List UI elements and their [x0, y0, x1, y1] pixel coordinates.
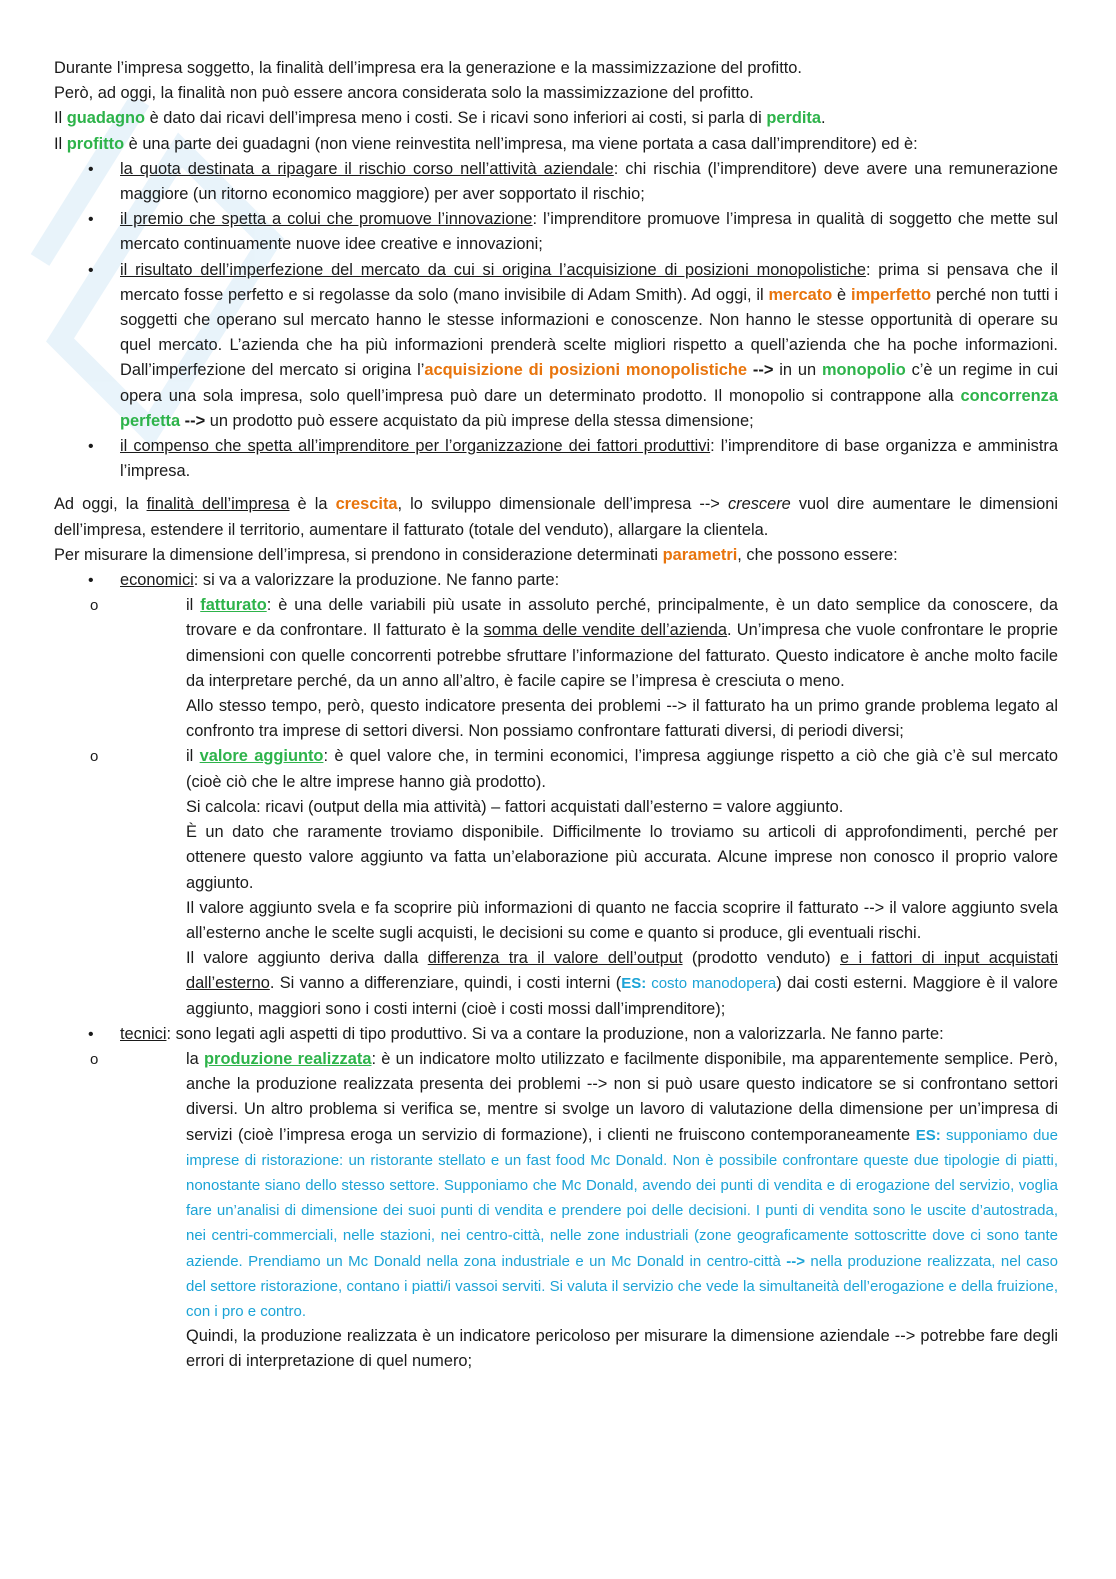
list-item: • il compenso che spetta all’imprenditore per l’organizzazione dei fattori produttivi: l’imprenditore di base organizza e amministra l’impresa. [54, 434, 1058, 484]
growth-paragraph: Ad oggi, la finalità dell’impresa è la crescita, lo sviluppo dimensionale dell’impresa --> crescere vuol dire aumentare le dimensioni dell’impresa, estendere il territorio, aumentare il fatturato (totale del venduto), allargare la clientela. [54, 495, 1059, 539]
example-text: supponiamo due imprese di ristorazione: un ristorante stellato e un fast food Mc Donald. Non è possibile confrontare queste due tipologie di piatti, nonostante siano dello stesso settore. Supponiamo che Mc Donald, avendo dei punti di vendita e di erogazione del servizio, voglia fare un’analisi di dimensione dei suoi punti di vendita e prendere poi delle decisioni. I punti di vendita sono le uscite d’autostrada, nei centri-commerciali, nelle stazioni, nei centro-città, nelle zone industriali (zone geograficamente sottoscritte dove ci sono tante aziende. Prendiamo un Mc Donald nella zona industriale e un Mc Donald in centro-città [186, 1126, 1058, 1270]
produzione-paragraph-2: Quindi, la produzione realizzata è un indicatore pericoloso per misurare la dimensione aziendale --> potrebbe fare degli errori di interpretazione di quel numero; [186, 1327, 1058, 1371]
intro-line-1: Durante l’impresa soggetto, la finalità dell’impresa era la generazione e la massimizzazione del profitto. [54, 59, 802, 77]
list-item-tecnici: • tecnici: sono legati agli aspetti di tipo produttivo. Si va a contare la produzione, non a valorizzarla. Ne fanno parte: o la produzione realizzata: è un indicatore molto utilizzato e facilmente disponibile, ma apparentemente semplice. Però, anche la produzione realizzata presenta dei problemi --> non si può usare questo indicatore se si confrontano settori diversi. Un altro problema si verifica se, mentre si svolge un lavoro di valutazione della dimensione per un’impresa di servizi (cioè l’impresa eroga un servizio di formazione), i clienti ne fruiscono contemporaneamente ES: supponiamo due imprese di ristorazione: un ristorante stellato e un fast food Mc Donald. Non è possibile confrontare queste due tipologie di piatti, nonostante siano dello stesso settore. Supponiamo che Mc Donald, avendo dei punti di vendita e di erogazione del servizio, voglia fare un’analisi di dimensione dei suoi punti di vendita e prendere poi delle decisioni. I punti di vendita sono le uscite d’autostrada, nei centri-commerciali, nelle stazioni, nei centro-città, nelle zone industriali (zone geograficamente sottoscritte dove ci sono tante aziende. Prendiamo un Mc Donald nella zona industriale e un Mc Donald in centro-città --> nella produzione realizzata, nel caso del settore ristorazione, contano i piatti/i vassoi serviti. Si valuta il servizio che vede la simultaneità dell’erogazione e della fruizione, con i pro e contro. Quindi, la produzione realizzata è un indicatore pericoloso per misurare la dimensione aziendale --> potrebbe fare degli errori di interpretazione di quel numero; [54, 1022, 1058, 1375]
keyword-parametri: parametri [662, 545, 738, 564]
intro-line-3: Il guadagno è dato dai ricavi dell’impresa meno i costi. Se i ricavi sono inferiori ai costi, si parla di perdita. [54, 109, 826, 128]
keyword-guadagno: guadagno [66, 109, 146, 128]
list-item: • il premio che spetta a colui che promuove l’innovazione: l’imprenditore promuove l’impresa in qualità di soggetto che mette sul mercato continuamente nuove idee creative e innovazioni; [54, 207, 1058, 257]
list-item-fatturato: o il fatturato: è una delle variabili più usate in assoluto perché, principalmente, è un dato semplice da conoscere, da trovare e da confrontare. Il fatturato è la somma delle vendite dell’azienda. Un’impresa che vuole confrontare le proprie dimensioni con quelle concorrenti potrebbe sfruttare l’informazione del fatturato. Questo indicatore è anche molto facile da interpretare perché, da un anno all’altro, è facile capire se l’impresa è cresciuta o meno. Allo stesso tempo, però, questo indicatore presenta dei problemi --> il fatturato ha un primo grande problema legato al confronto tra imprese di settori diversi. Non possiamo confrontare fatturati diversi, di periodi diversi; [54, 593, 1058, 744]
list-item-valore-aggiunto: o il valore aggiunto: è quel valore che, in termini economici, l’impresa aggiunge rispetto a ciò che già c’è sul mercato (cioè ciò che le altre imprese hanno già prodotto). Si calcola: ricavi (output della mia attività) – fattori acquistati dall’esterno = valore aggiunto. È un dato che raramente troviamo disponibile. Difficilmente lo troviamo su articoli di approfondimenti, perché per ottenere questo valore aggiunto va fatta un’elaborazione più accurata. Alcune imprese non conosco il proprio valore aggiunto. Il valore aggiunto svela e fa scoprire più informazioni di quanto ne faccia scoprire il fatturato --> il valore aggiunto svela all’esterno anche le scelte sugli acquisti, le decisioni su come e quanto si produce, gli eventuali rischi. Il valore aggiunto deriva dalla differenza tra il valore dell’output (prodotto venduto) e i fattori di input acquistati dall’esterno. Si vanno a differenziare, quindi, i costi interni (ES: costo manodopera) dai costi esterni. Maggiore è il valore aggiunto, maggiori sono i costi interni (cioè i costi mossi dall’imprenditore); [54, 744, 1058, 1021]
keyword-profitto: profitto [66, 134, 125, 153]
list-item-produzione: o la produzione realizzata: è un indicatore molto utilizzato e facilmente disponibile, ma apparentemente semplice. Però, anche la produzione realizzata presenta dei problemi --> non si può usare questo indicatore se si confrontano settori diversi. Un altro problema si verifica se, mentre si svolge un lavoro di valutazione della dimensione per un’impresa di servizi (cioè l’impresa eroga un servizio di formazione), i clienti ne fruiscono contemporaneamente ES: supponiamo due imprese di ristorazione: un ristorante stellato e un fast food Mc Donald. Non è possibile confrontare queste due tipologie di piatti, nonostante siano dello stesso settore. Supponiamo che Mc Donald, avendo dei punti di vendita e di erogazione del servizio, voglia fare un’analisi di dimensione dei suoi punti di vendita e prendere poi delle decisioni. I punti di vendita sono le uscite d’autostrada, nei centri-commerciali, nelle stazioni, nei centro-città, nelle zone industriali (zone geograficamente sottoscritte dove ci sono tante aziende. Prendiamo un Mc Donald nella zona industriale e un Mc Donald in centro-città --> nella produzione realizzata, nel caso del settore ristorazione, contano i piatti/i vassoi serviti. Si valuta il servizio che vede la simultaneità dell’erogazione e della fruizione, con i pro e contro. Quindi, la produzione realizzata è un indicatore pericoloso per misurare la dimensione aziendale --> potrebbe fare degli errori di interpretazione di quel numero; [54, 1047, 1058, 1375]
profit-list [54, 157, 1058, 485]
valore-paragraph-2: Si calcola: ricavi (output della mia attività) – fattori acquistati dall’esterno = valore aggiunto. [186, 797, 844, 816]
list-item: • la quota destinata a ripagare il rischio corso nell’attività aziendale: chi rischia (l’imprenditore) deve avere una remunerazione maggiore (un ritorno economico maggiore) per aver sopportato il rischio; [54, 157, 1058, 207]
list-item: • il risultato dell’imperfezione del mercato da cui si origina l’acquisizione di posizioni monopolistiche: prima si pensava che il mercato fosse perfetto e si regolasse da solo (mano invisibile di Adam Smith). Ad oggi, il mercato è imperfetto perché non tutti i soggetti che operano sul mercato hanno le stesse informazioni e conoscenze. Non hanno le stesse opportunità di operare su quel mercato. L’azienda che ha più informazioni prenderà scelte migliori rispetto a quell’azienda che ha poche informazioni. Dall’imperfezione del mercato si origina l’acquisizione di posizioni monopolistiche --> in un monopolio c’è un regime in cui opera una sola impresa, solo quell’impresa può dare un determinato prodotto. Il monopolio si contrappone alla concorrenza perfetta --> un prodotto può essere acquistato da più imprese della stessa dimensione; [54, 258, 1058, 434]
measure-paragraph: Per misurare la dimensione dell’impresa, si prendono in considerazione determinati parametri, che possono essere: [54, 545, 898, 564]
intro-line-4: Il profitto è una parte dei guadagni (non viene reinvestita nell’impresa, ma viene portata a casa dall’imprenditore) ed è: [54, 134, 918, 153]
technical-sublist [54, 1047, 1058, 1375]
valore-paragraph-4: Il valore aggiunto svela e fa scoprire più informazioni di quanto ne faccia scoprire il fatturato --> il valore aggiunto svela all’esterno anche le scelte sugli acquisti, le decisioni su come e quanto si produce, gli eventuali rischi. [186, 898, 1058, 942]
economic-sublist [54, 593, 1058, 1021]
intro-line-2: Però, ad oggi, la finalità non può essere ancora considerata solo la massimizzazione del profitto. [54, 84, 754, 103]
valore-paragraph-5: Il valore aggiunto deriva dalla differenza tra il valore dell’output (prodotto venduto) e i fattori di input acquistati dall’esterno. Si vanno a differenziare, quindi, i costi interni (ES: costo manodopera) dai costi esterni. Maggiore è il valore aggiunto, maggiori sono i costi interni (cioè i costi mossi dall’imprenditore); [186, 949, 1058, 1018]
fatturato-paragraph-2: Allo stesso tempo, però, questo indicatore presenta dei problemi --> il fatturato ha un primo grande problema legato al confronto tra imprese di settori diversi. Non possiamo confrontare fatturati diversi, di periodi diversi; [186, 697, 1058, 741]
valore-paragraph-3: È un dato che raramente troviamo disponibile. Difficilmente lo troviamo su articoli di approfondimenti, perché per ottenere questo valore aggiunto va fatta un’elaborazione più accurata. Alcune imprese non conosco il proprio valore aggiunto. [186, 823, 1058, 892]
list-item-economici: • economici: si va a valorizzare la produzione. Ne fanno parte: o il fatturato: è una delle variabili più usate in assoluto perché, principalmente, è un dato semplice da conoscere, da trovare e da confrontare. Il fatturato è la somma delle vendite dell’azienda. Un’impresa che vuole confrontare le proprie dimensioni con quelle concorrenti potrebbe sfruttare l’informazione del fatturato. Questo indicatore è anche molto facile da interpretare perché, da un anno all’altro, è facile capire se l’impresa è cresciuta o meno. Allo stesso tempo, però, questo indicatore presenta dei problemi --> il fatturato ha un primo grande problema legato al confronto tra imprese di settori diversi. Non possiamo confrontare fatturati diversi, di periodi diversi; o il valore aggiunto: è quel valore che, in termini economici, l’impresa aggiunge rispetto a ciò che già c’è sul mercato (cioè ciò che le altre imprese hanno già prodotto). Si calcola: ricavi (output della mia attività) – fattori acquistati dall’esterno = valore aggiunto. È un dato che raramente troviamo disponibile. Difficilmente lo troviamo su articoli di approfondimenti, perché per ottenere questo valore aggiunto va fatta un’elaborazione più accurata. Alcune imprese non conosco il proprio valore aggiunto. Il valore aggiunto svela e fa scoprire più informazioni di quanto ne faccia scoprire il fatturato --> il valore aggiunto svela all’esterno anche le scelte sugli acquisti, le decisioni su come e quanto si produce, gli eventuali rischi. Il valore aggiunto deriva dalla differenza tra il valore dell’output (prodotto venduto) e i fattori di input acquistati dall’esterno. Si vanno a differenziare, quindi, i costi interni (ES: costo manodopera) dai costi esterni. Maggiore è il valore aggiunto, maggiori sono i costi interni (cioè i costi mossi dall’imprenditore); [54, 568, 1058, 1022]
keyword-crescita: crescita [335, 495, 398, 514]
keyword-perdita: perdita [766, 109, 822, 128]
parameters-list [54, 568, 1058, 1375]
